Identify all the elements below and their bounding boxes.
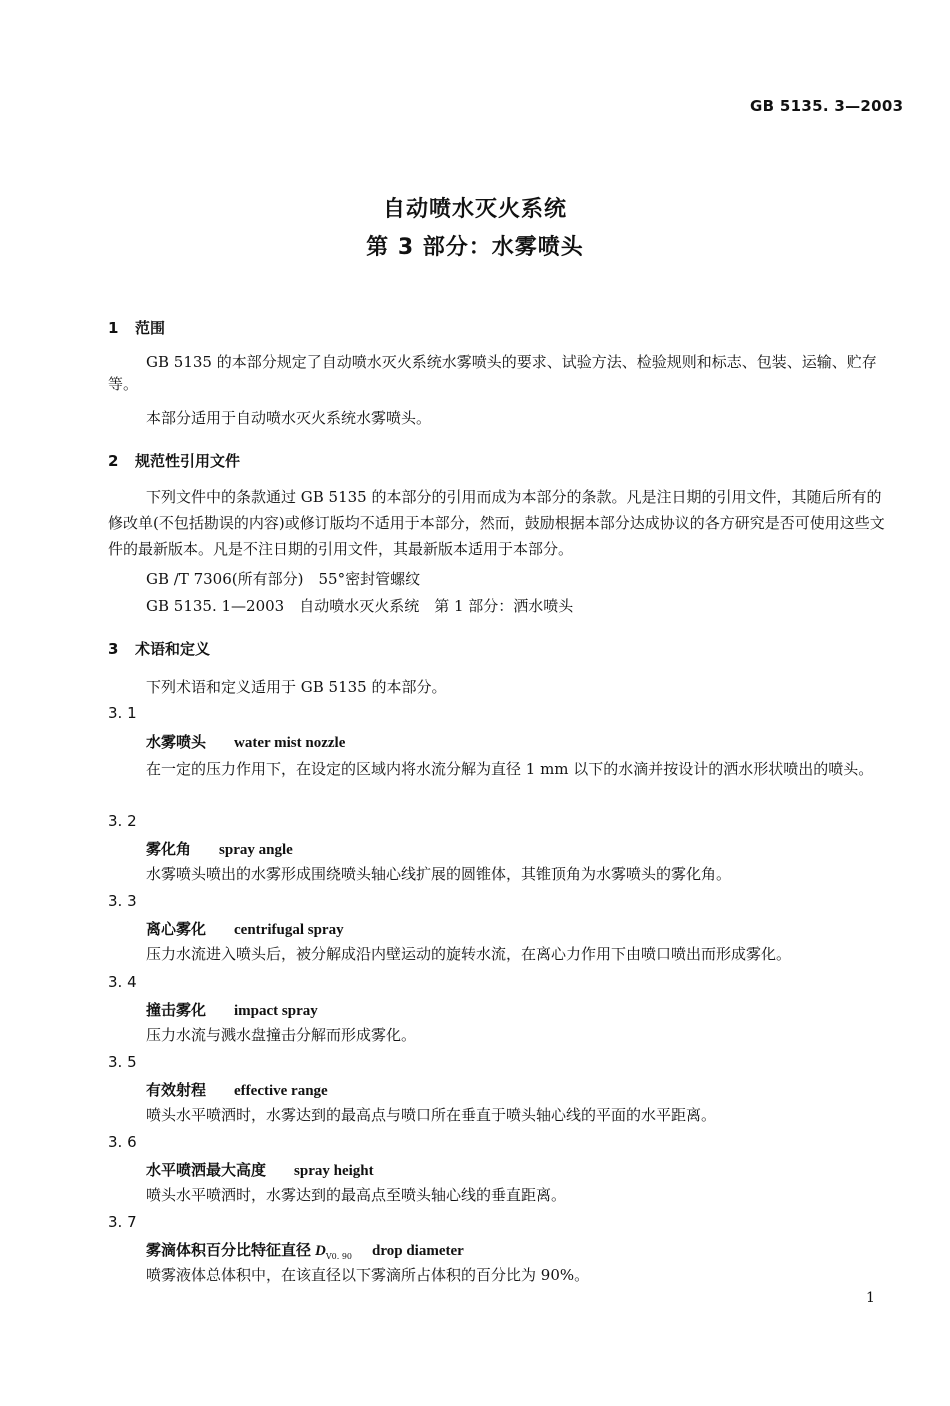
term-definition: 压力水流与溅水盘撞击分解而形成雾化。 [146,1026,417,1044]
term-zh: 有效射程 [146,1081,207,1099]
term-zh: 撞击雾化 [146,1001,207,1019]
term-definition: 压力水流进入喷头后，被分解成沿内壁运动的旋转水流，在离心力作用下由喷口喷出而形成雾化。 [146,945,792,963]
paragraph: 本部分适用于自动喷水灭火系统水雾喷头。 [146,409,432,427]
term-definition: 在一定的压力作用下，在设定的区域内将水流分解为直径 1 mm 以下的水滴并按设计的洒水形状喷出的喷头。 [146,760,874,778]
term-heading [146,838,293,859]
term-heading [146,1159,374,1180]
term-number: 3. 4 [108,973,137,991]
term-zh: 离心雾化 [146,920,207,938]
term-heading [146,1239,464,1261]
section-title: 术语和定义 [135,640,211,658]
reference-item: GB /T 7306(所有部分) 55°密封管螺纹 [146,570,421,588]
term-heading [146,999,318,1020]
term-en: drop diameter [372,1243,464,1259]
term-number: 3. 5 [108,1053,137,1071]
term-en: impact spray [234,1003,318,1019]
term-en: centrifugal spray [234,922,344,938]
term-symbol-subscript: V0. 90 [325,1252,352,1261]
term-zh: 雾滴体积百分比特征直径 [146,1241,312,1259]
paragraph: 下列术语和定义适用于 GB 5135 的本部分。 [146,678,447,696]
term-zh: 水雾喷头 [146,733,207,751]
term-number: 3. 3 [108,892,137,910]
term-number: 3. 6 [108,1133,137,1151]
paragraph: GB 5135 的本部分规定了自动喷水灭火系统水雾喷头的要求、试验方法、检验规则和标志、包装、运输、贮存等。 [108,353,877,393]
term-definition: 喷头水平喷洒时，水雾达到的最高点与喷口所在垂直于喷头轴心线的平面的水平距离。 [146,1106,717,1124]
term-definition: 水雾喷头喷出的水雾形成围绕喷头轴心线扩展的圆锥体，其锥顶角为水雾喷头的雾化角。 [146,865,732,883]
term-zh: 雾化角 [146,840,192,858]
term-en: water mist nozzle [234,735,346,751]
term-heading [146,731,345,752]
section-3-heading [108,638,210,659]
section-number: 3 [108,640,119,658]
document-subtitle: 第 3 部分：水雾喷头 [366,235,584,260]
section-1-heading [108,317,165,338]
standard-code: GB 5135. 3—2003 [750,97,904,115]
term-heading [146,1079,328,1100]
section-number: 2 [108,452,119,470]
term-zh: 水平喷洒最大高度 [146,1161,267,1179]
term-number: 3. 1 [108,704,137,722]
section-2-heading [108,450,240,471]
term-heading [146,918,344,939]
term-number: 3. 2 [108,812,137,830]
term-en: effective range [234,1083,328,1099]
term-definition: 喷头水平喷洒时，水雾达到的最高点至喷头轴心线的垂直距离。 [146,1186,567,1204]
term-number: 3. 7 [108,1213,137,1231]
section-title: 规范性引用文件 [135,452,241,470]
section-title: 范围 [135,319,166,337]
section-number: 1 [108,319,119,337]
term-en: spray angle [219,842,293,858]
term-definition: 喷雾液体总体积中，在该直径以下雾滴所占体积的百分比为 90%。 [146,1266,590,1284]
document-title: 自动喷水灭火系统 [382,197,567,222]
term-en: spray height [294,1163,374,1179]
page-number: 1 [866,1290,875,1306]
term-symbol: D [315,1243,326,1259]
paragraph: 下列文件中的条款通过 GB 5135 的本部分的引用而成为本部分的条款。凡是注日期的引用文件，其随后所有的修改单(不包括勘误的内容)或修订版均不适用于本部分，然而，鼓励根据本部分达成协议的各方研究是否可使用这些文件的最新版本。凡是不注日期的引用文件，其最新版本适用于本部分。 [108,488,885,558]
reference-item: GB 5135. 1—2003 自动喷水灭火系统 第 1 部分：洒水喷头 [146,597,574,615]
